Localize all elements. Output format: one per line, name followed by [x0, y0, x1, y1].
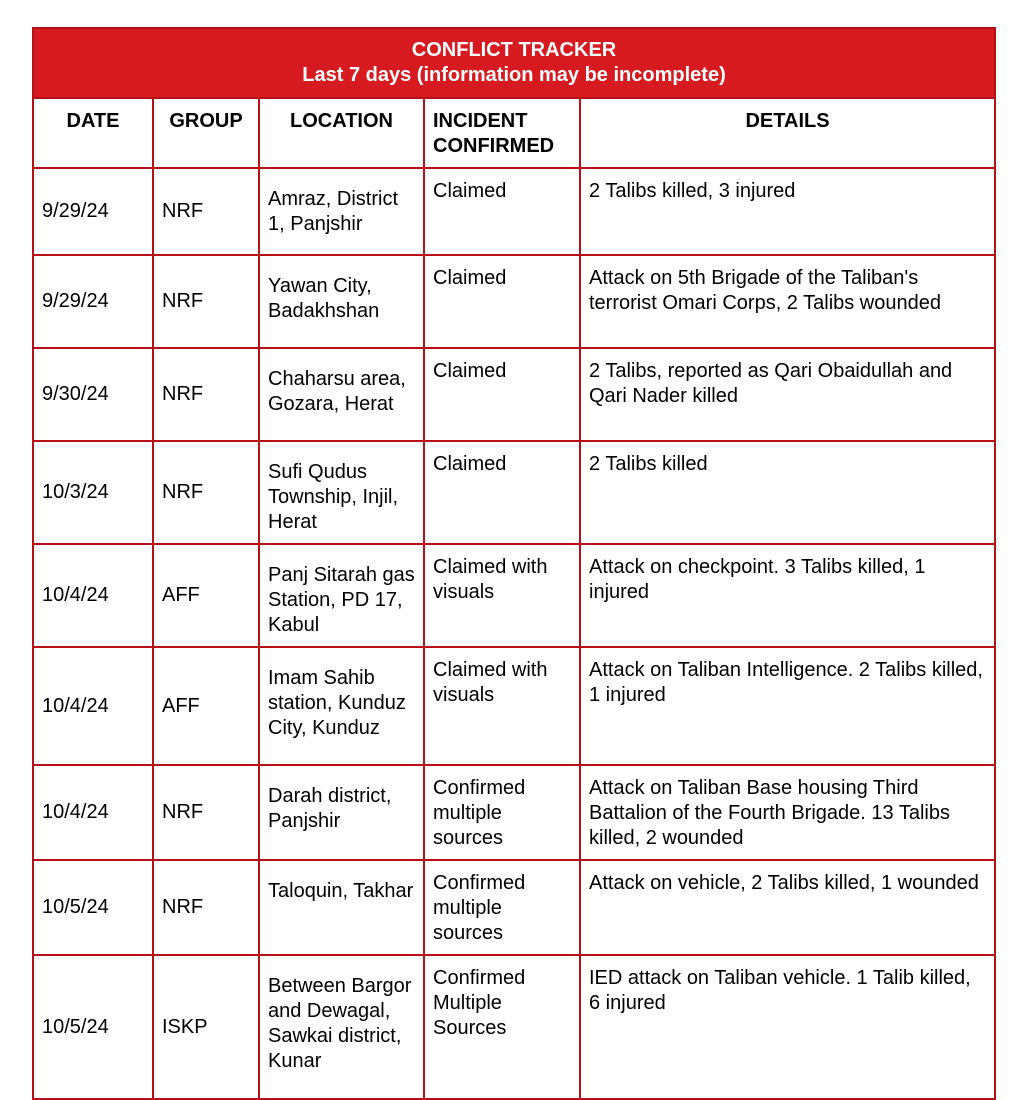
- cell-incident-confirmed: Claimed: [424, 168, 580, 255]
- cell-location: Darah district, Panjshir: [259, 765, 424, 860]
- cell-details: Attack on Taliban Intelligence. 2 Talibs killed, 1 injured: [580, 647, 995, 765]
- header-location: LOCATION: [259, 98, 424, 168]
- table-subtitle: Last 7 days (information may be incomplete): [302, 64, 726, 86]
- header-group: GROUP: [153, 98, 259, 168]
- cell-incident-confirmed: Claimed: [424, 441, 580, 544]
- cell-incident-confirmed: Confirmed multiple sources: [424, 765, 580, 860]
- cell-group: AFF: [153, 544, 259, 647]
- cell-incident-confirmed: Claimed with visuals: [424, 544, 580, 647]
- header-incident-confirmed: INCIDENT CONFIRMED: [424, 98, 580, 168]
- table-row: [33, 765, 995, 860]
- cell-incident-confirmed: Confirmed Multiple Sources: [424, 955, 580, 1099]
- cell-date: 9/30/24: [33, 348, 153, 441]
- header-details: DETAILS: [580, 98, 995, 168]
- cell-group: AFF: [153, 647, 259, 765]
- cell-date: 10/5/24: [33, 860, 153, 955]
- cell-group: NRF: [153, 860, 259, 955]
- cell-group: NRF: [153, 348, 259, 441]
- cell-location: Taloquin, Takhar: [259, 860, 424, 955]
- cell-details: Attack on 5th Brigade of the Taliban's terrorist Omari Corps, 2 Talibs wounded: [580, 255, 995, 348]
- table-row: [33, 255, 995, 348]
- cell-group: NRF: [153, 255, 259, 348]
- cell-group: NRF: [153, 765, 259, 860]
- cell-location: Sufi Qudus Township, Injil, Herat: [259, 441, 424, 544]
- table-row: [33, 441, 995, 544]
- table-row: [33, 348, 995, 441]
- title-row: [33, 28, 995, 98]
- cell-group: NRF: [153, 441, 259, 544]
- table-row: [33, 168, 995, 255]
- cell-date: 10/3/24: [33, 441, 153, 544]
- table-row: [33, 955, 995, 1099]
- table-row: [33, 860, 995, 955]
- cell-location: Imam Sahib station, Kunduz City, Kunduz: [259, 647, 424, 765]
- conflict-tracker-table: [32, 27, 996, 1100]
- cell-details: 2 Talibs killed, 3 injured: [580, 168, 995, 255]
- header-row: [33, 98, 995, 168]
- header-date: DATE: [33, 98, 153, 168]
- cell-group: NRF: [153, 168, 259, 255]
- cell-incident-confirmed: Claimed with visuals: [424, 647, 580, 765]
- cell-incident-confirmed: Claimed: [424, 348, 580, 441]
- cell-date: 10/4/24: [33, 765, 153, 860]
- table-title: CONFLICT TRACKER: [411, 39, 617, 61]
- cell-details: 2 Talibs, reported as Qari Obaidullah and Qari Nader killed: [580, 348, 995, 441]
- cell-location: Amraz, District 1, Panjshir: [259, 168, 424, 255]
- cell-details: Attack on checkpoint. 3 Talibs killed, 1 injured: [580, 544, 995, 647]
- table-title-banner: [33, 28, 995, 98]
- cell-details: Attack on Taliban Base housing Third Battalion of the Fourth Brigade. 13 Talibs killed, 2 wounded: [580, 765, 995, 860]
- cell-details: 2 Talibs killed: [580, 441, 995, 544]
- cell-details: IED attack on Taliban vehicle. 1 Talib killed, 6 injured: [580, 955, 995, 1099]
- table-body: [33, 168, 995, 1099]
- table-row: [33, 647, 995, 765]
- cell-date: 10/5/24: [33, 955, 153, 1099]
- cell-date: 10/4/24: [33, 544, 153, 647]
- cell-date: 9/29/24: [33, 255, 153, 348]
- cell-group: ISKP: [153, 955, 259, 1099]
- cell-date: 9/29/24: [33, 168, 153, 255]
- cell-location: Yawan City, Badakhshan: [259, 255, 424, 348]
- cell-incident-confirmed: Confirmed multiple sources: [424, 860, 580, 955]
- cell-location: Chaharsu area, Gozara, Herat: [259, 348, 424, 441]
- cell-location: Panj Sitarah gas Station, PD 17, Kabul: [259, 544, 424, 647]
- cell-location: Between Bargor and Dewagal, Sawkai district, Kunar: [259, 955, 424, 1099]
- table-row: [33, 544, 995, 647]
- cell-details: Attack on vehicle, 2 Talibs killed, 1 wounded: [580, 860, 995, 955]
- cell-incident-confirmed: Claimed: [424, 255, 580, 348]
- cell-date: 10/4/24: [33, 647, 153, 765]
